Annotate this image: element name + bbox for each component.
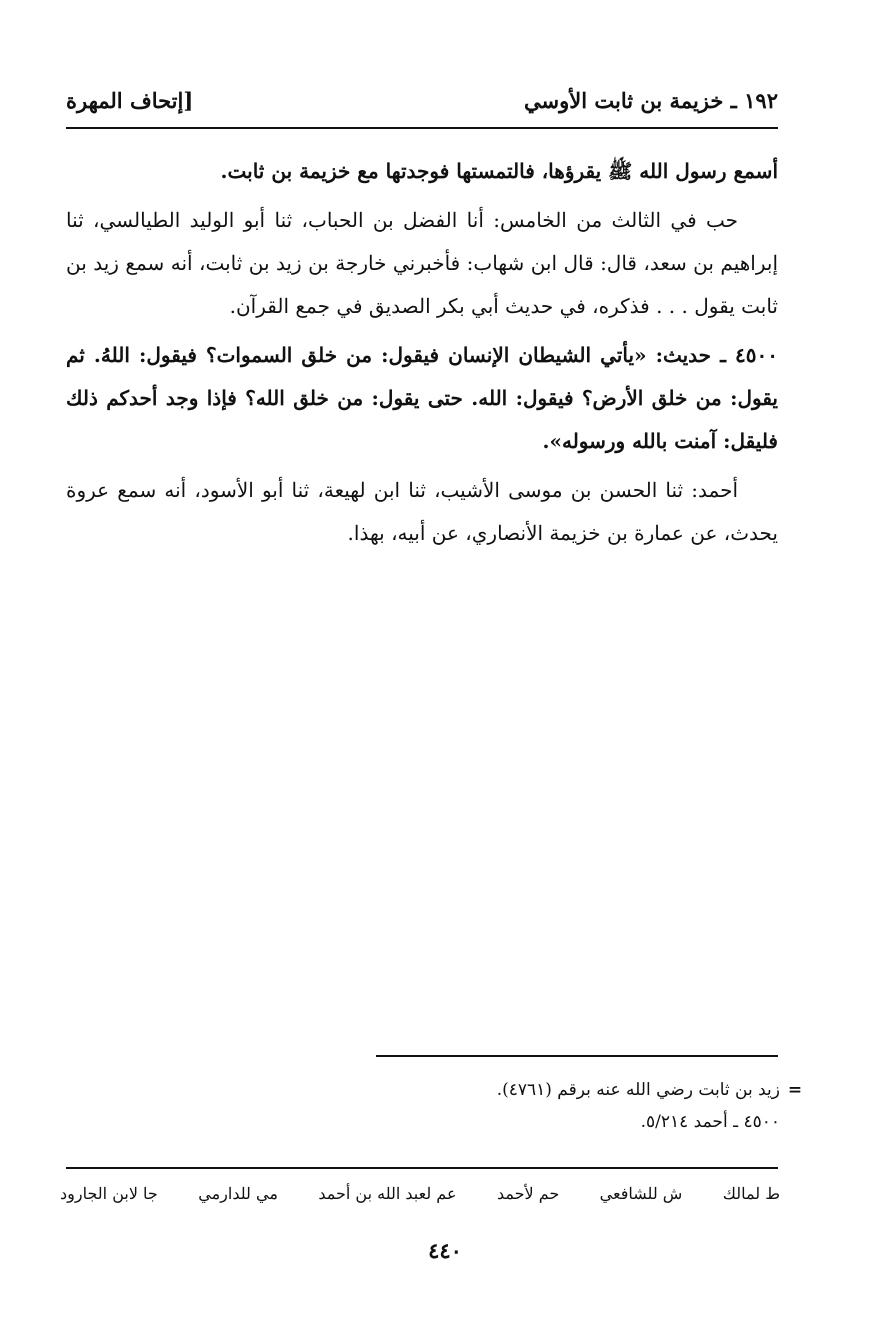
paragraph-continuation: أسمع رسول الله ﷺ يقرؤها، فالتمستها فوجدتها مع خزيمة بن ثابت. [220,159,778,183]
footnote-text: زيد بن ثابت رضي الله عنه برقم (٤٧٦١). [496,1080,780,1100]
paragraph-source-hibban: حب في الثالث من الخامس: أنا الفضل بن الحباب، ثنا أبو الوليد الطيالسي، ثنا إبراهيم بن سعد، قال: قال ابن شهاب: فأخبرني خارجة بن زيد بن ثابت، أنه سمع زيد بن ثابت يقول . . . فذكره، في حديث أبي بكر الصديق في جمع القرآن. [66,208,778,318]
abbreviation-item: مي للدارمي [198,1184,278,1203]
abbreviation-item: ط لمالك [722,1184,780,1203]
chapter-title: ١٩٢ ـ خزيمة بن ثابت الأوسي [524,87,778,113]
abbreviation-item: ش للشافعي [599,1184,683,1203]
header-divider [66,127,778,129]
book-title: [إتحاف المهرة [66,87,194,113]
abbreviations-key [60,1184,780,1203]
hadith-4500: ٤٥٠٠ ـ حديث: «يأتي الشيطان الإنسان فيقول: من خلق السموات؟ فيقول: اللهُ. ثم يقول: من خلق الأرض؟ فيقول: الله. حتى يقول: من خلق الله؟ فإذا وجد أحدكم ذلك فليقل: آمنت بالله ورسوله». [66,343,778,453]
page-number: ٤٤٠ [428,1238,462,1263]
continuation-marker: = [787,1080,803,1100]
abbreviation-item: عم لعبد الله بن أحمد [318,1184,457,1203]
paragraph-source-ahmad: أحمد: ثنا الحسن بن موسى الأشيب، ثنا ابن لهيعة، ثنا أبو الأسود، أنه سمع عروة يحدث، عن عمارة بن خزيمة الأنصاري، عن أبيه، بهذا. [66,478,778,545]
abbreviation-item: جا لابن الجارود [60,1184,158,1203]
footnote-line [200,1106,810,1138]
footnotes [200,1074,810,1138]
footnote-text: ٤٥٠٠ ـ أحمد ٥/٢١٤. [640,1112,780,1132]
footnote-divider [376,1055,778,1057]
main-text [66,150,778,561]
abbreviation-item: حم لأحمد [496,1184,560,1203]
running-header [66,82,778,118]
abbreviations-divider [66,1167,778,1169]
footnote-line [200,1074,810,1106]
